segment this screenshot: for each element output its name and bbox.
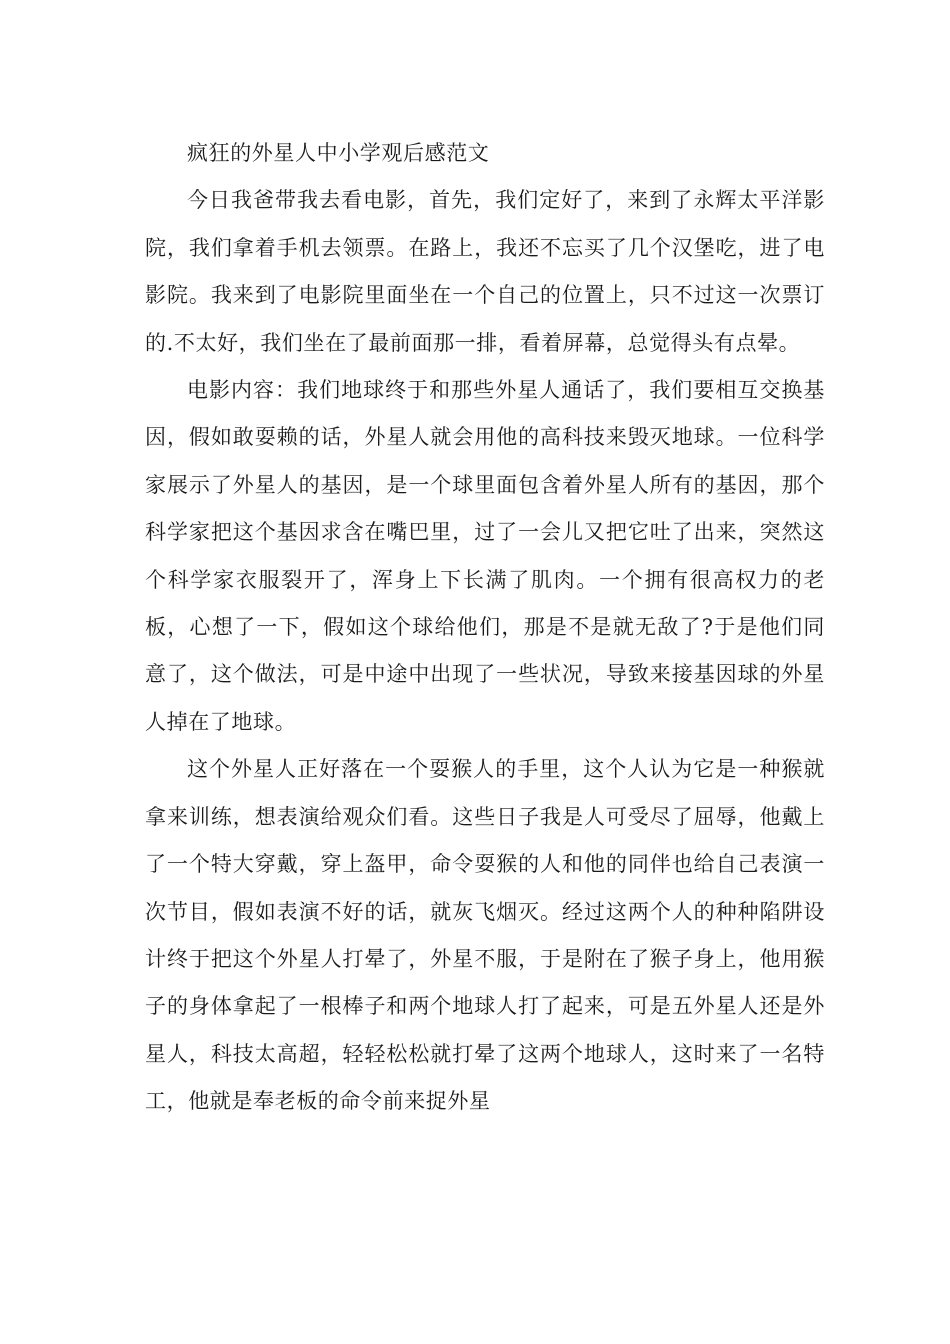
paragraph: 今日我爸带我去看电影，首先，我们定好了，来到了永辉太平洋影院，我们拿着手机去领票。在路上，我还不忘买了几个汉堡吃，进了电影院。我来到了电影院里面坐在一个自己的位置上，只不过这一次票订的.不太好，我们坐在了最前面那一排，看着屏幕，总觉得头有点晕。 — [145, 188, 825, 355]
paragraph: 这个外星人正好落在一个耍猴人的手里，这个人认为它是一种猴就拿来训练，想表演给观众们看。这些日子我是人可受尽了屈辱，他戴上了一个特大穿戴，穿上盔甲，命令耍猴的人和他的同伴也给自己表演一次节目，假如表演不好的话，就灰飞烟灭。经过这两个人的种种陷阱设计终于把这个外星人打晕了，外星不服，于是附在了猴子身上，他用猴子的身体拿起了一根棒子和两个地球人打了起来，可是五外星人还是外星人，科技太高超，轻轻松松就打晕了这两个地球人，这时来了一名特工，他就是奉老板的命令前来捉外星 — [145, 757, 825, 1114]
document-body — [145, 130, 825, 1126]
document-title: 疯狂的外星人中小学观后感范文 — [187, 141, 490, 165]
paragraph: 电影内容：我们地球终于和那些外星人通话了，我们要相互交换基因，假如敢耍赖的话，外星人就会用他的高科技来毁灭地球。一位科学家展示了外星人的基因，是一个球里面包含着外星人所有的基因，那个科学家把这个基因求含在嘴巴里，过了一会儿又把它吐了出来，突然这个科学家衣服裂开了，浑身上下长满了肌肉。一个拥有很高权力的老板，心想了一下，假如这个球给他们，那是不是就无敌了?于是他们同意了，这个做法，可是中途中出现了一些状况，导致来接基因球的外星人掉在了地球。 — [145, 378, 825, 734]
